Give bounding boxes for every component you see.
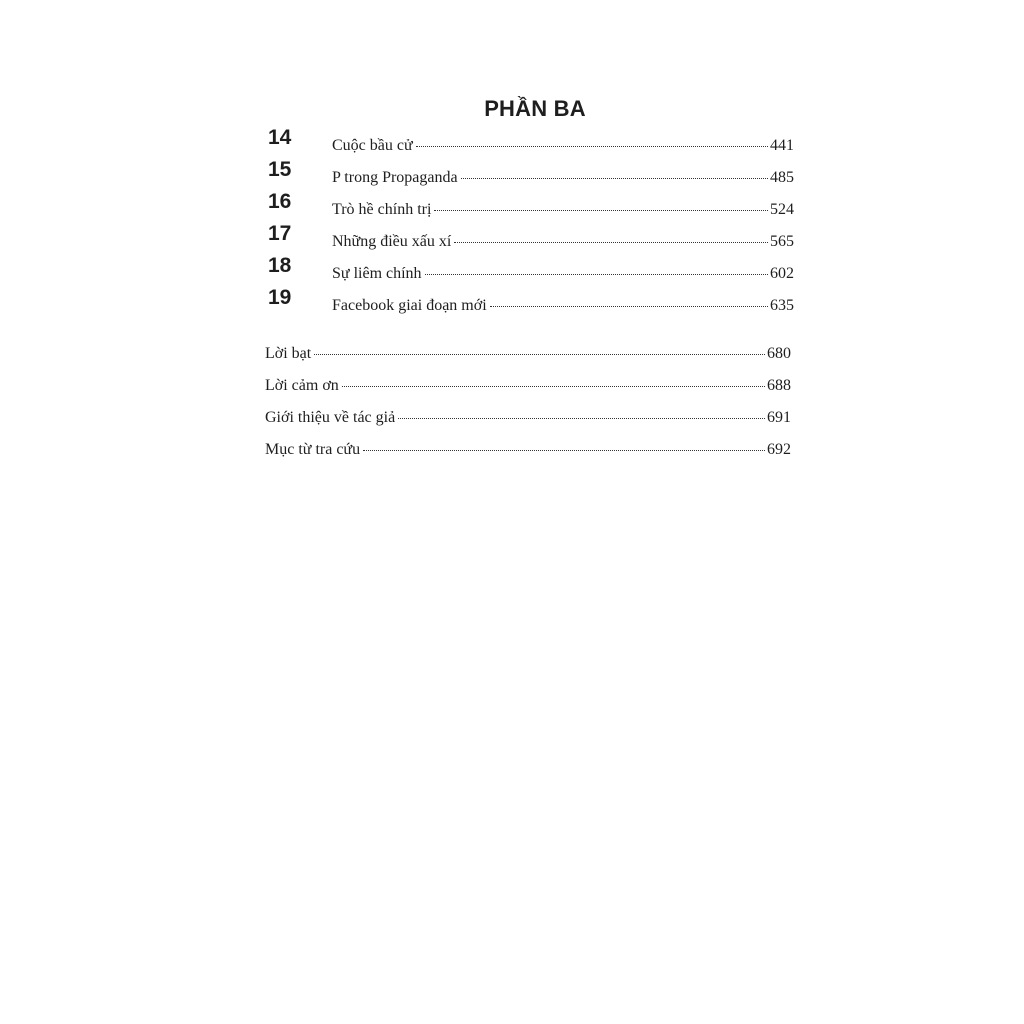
toc-entry (332, 264, 794, 286)
chapter-list (268, 126, 794, 318)
toc-entry (332, 232, 794, 254)
page-number: 524 (770, 201, 794, 218)
dot-leader (398, 418, 765, 419)
chapter-number: 19 (268, 286, 292, 309)
page-number: 602 (770, 265, 794, 282)
page-number: 680 (767, 345, 791, 362)
toc-entry (332, 168, 794, 190)
chapter-number: 16 (268, 190, 292, 213)
back-matter-title: Giới thiệu về tác giả (265, 409, 396, 426)
toc-row-chapter (268, 222, 794, 254)
chapter-title: Facebook giai đoạn mới (332, 297, 487, 314)
chapter-number: 17 (268, 222, 292, 245)
dot-leader (461, 178, 768, 179)
dot-leader (434, 210, 768, 211)
page-number: 441 (770, 137, 794, 154)
toc-row-chapter (268, 286, 794, 318)
toc-row-back-matter (265, 338, 791, 370)
dot-leader (363, 450, 765, 451)
back-matter-title: Mục từ tra cứu (265, 441, 361, 458)
toc-row-back-matter (265, 434, 791, 466)
toc-entry (332, 136, 794, 158)
chapter-title: Những điều xấu xí (332, 233, 452, 250)
dot-leader (490, 306, 768, 307)
back-matter-title: Lời cảm ơn (265, 377, 339, 394)
dot-leader (342, 386, 765, 387)
page-number: 688 (767, 377, 791, 394)
page-number: 692 (767, 441, 791, 458)
toc-row-back-matter (265, 402, 791, 434)
dot-leader (314, 354, 765, 355)
chapter-number: 18 (268, 254, 292, 277)
page-number: 635 (770, 297, 794, 314)
chapter-title: Cuộc bầu cử (332, 137, 413, 154)
dot-leader (454, 242, 768, 243)
dot-leader (416, 146, 768, 147)
toc-row-back-matter (265, 370, 791, 402)
chapter-number: 15 (268, 158, 292, 181)
toc-entry (332, 296, 794, 318)
page-number: 485 (770, 169, 794, 186)
dot-leader (425, 274, 768, 275)
back-matter-title: Lời bạt (265, 345, 312, 362)
page-number: 691 (767, 409, 791, 426)
page-number: 565 (770, 233, 794, 250)
chapter-title: P trong Propaganda (332, 169, 458, 186)
toc-row-chapter (268, 126, 794, 158)
chapter-title: Trò hề chính trị (332, 201, 432, 218)
toc-entry (332, 200, 794, 222)
toc-row-chapter (268, 254, 794, 286)
chapter-title: Sự liêm chính (332, 265, 422, 282)
part-title: PHẦN BA (484, 96, 586, 121)
toc-row-chapter (268, 190, 794, 222)
chapter-number: 14 (268, 126, 292, 149)
back-matter-list (265, 338, 791, 466)
toc-row-chapter (268, 158, 794, 190)
